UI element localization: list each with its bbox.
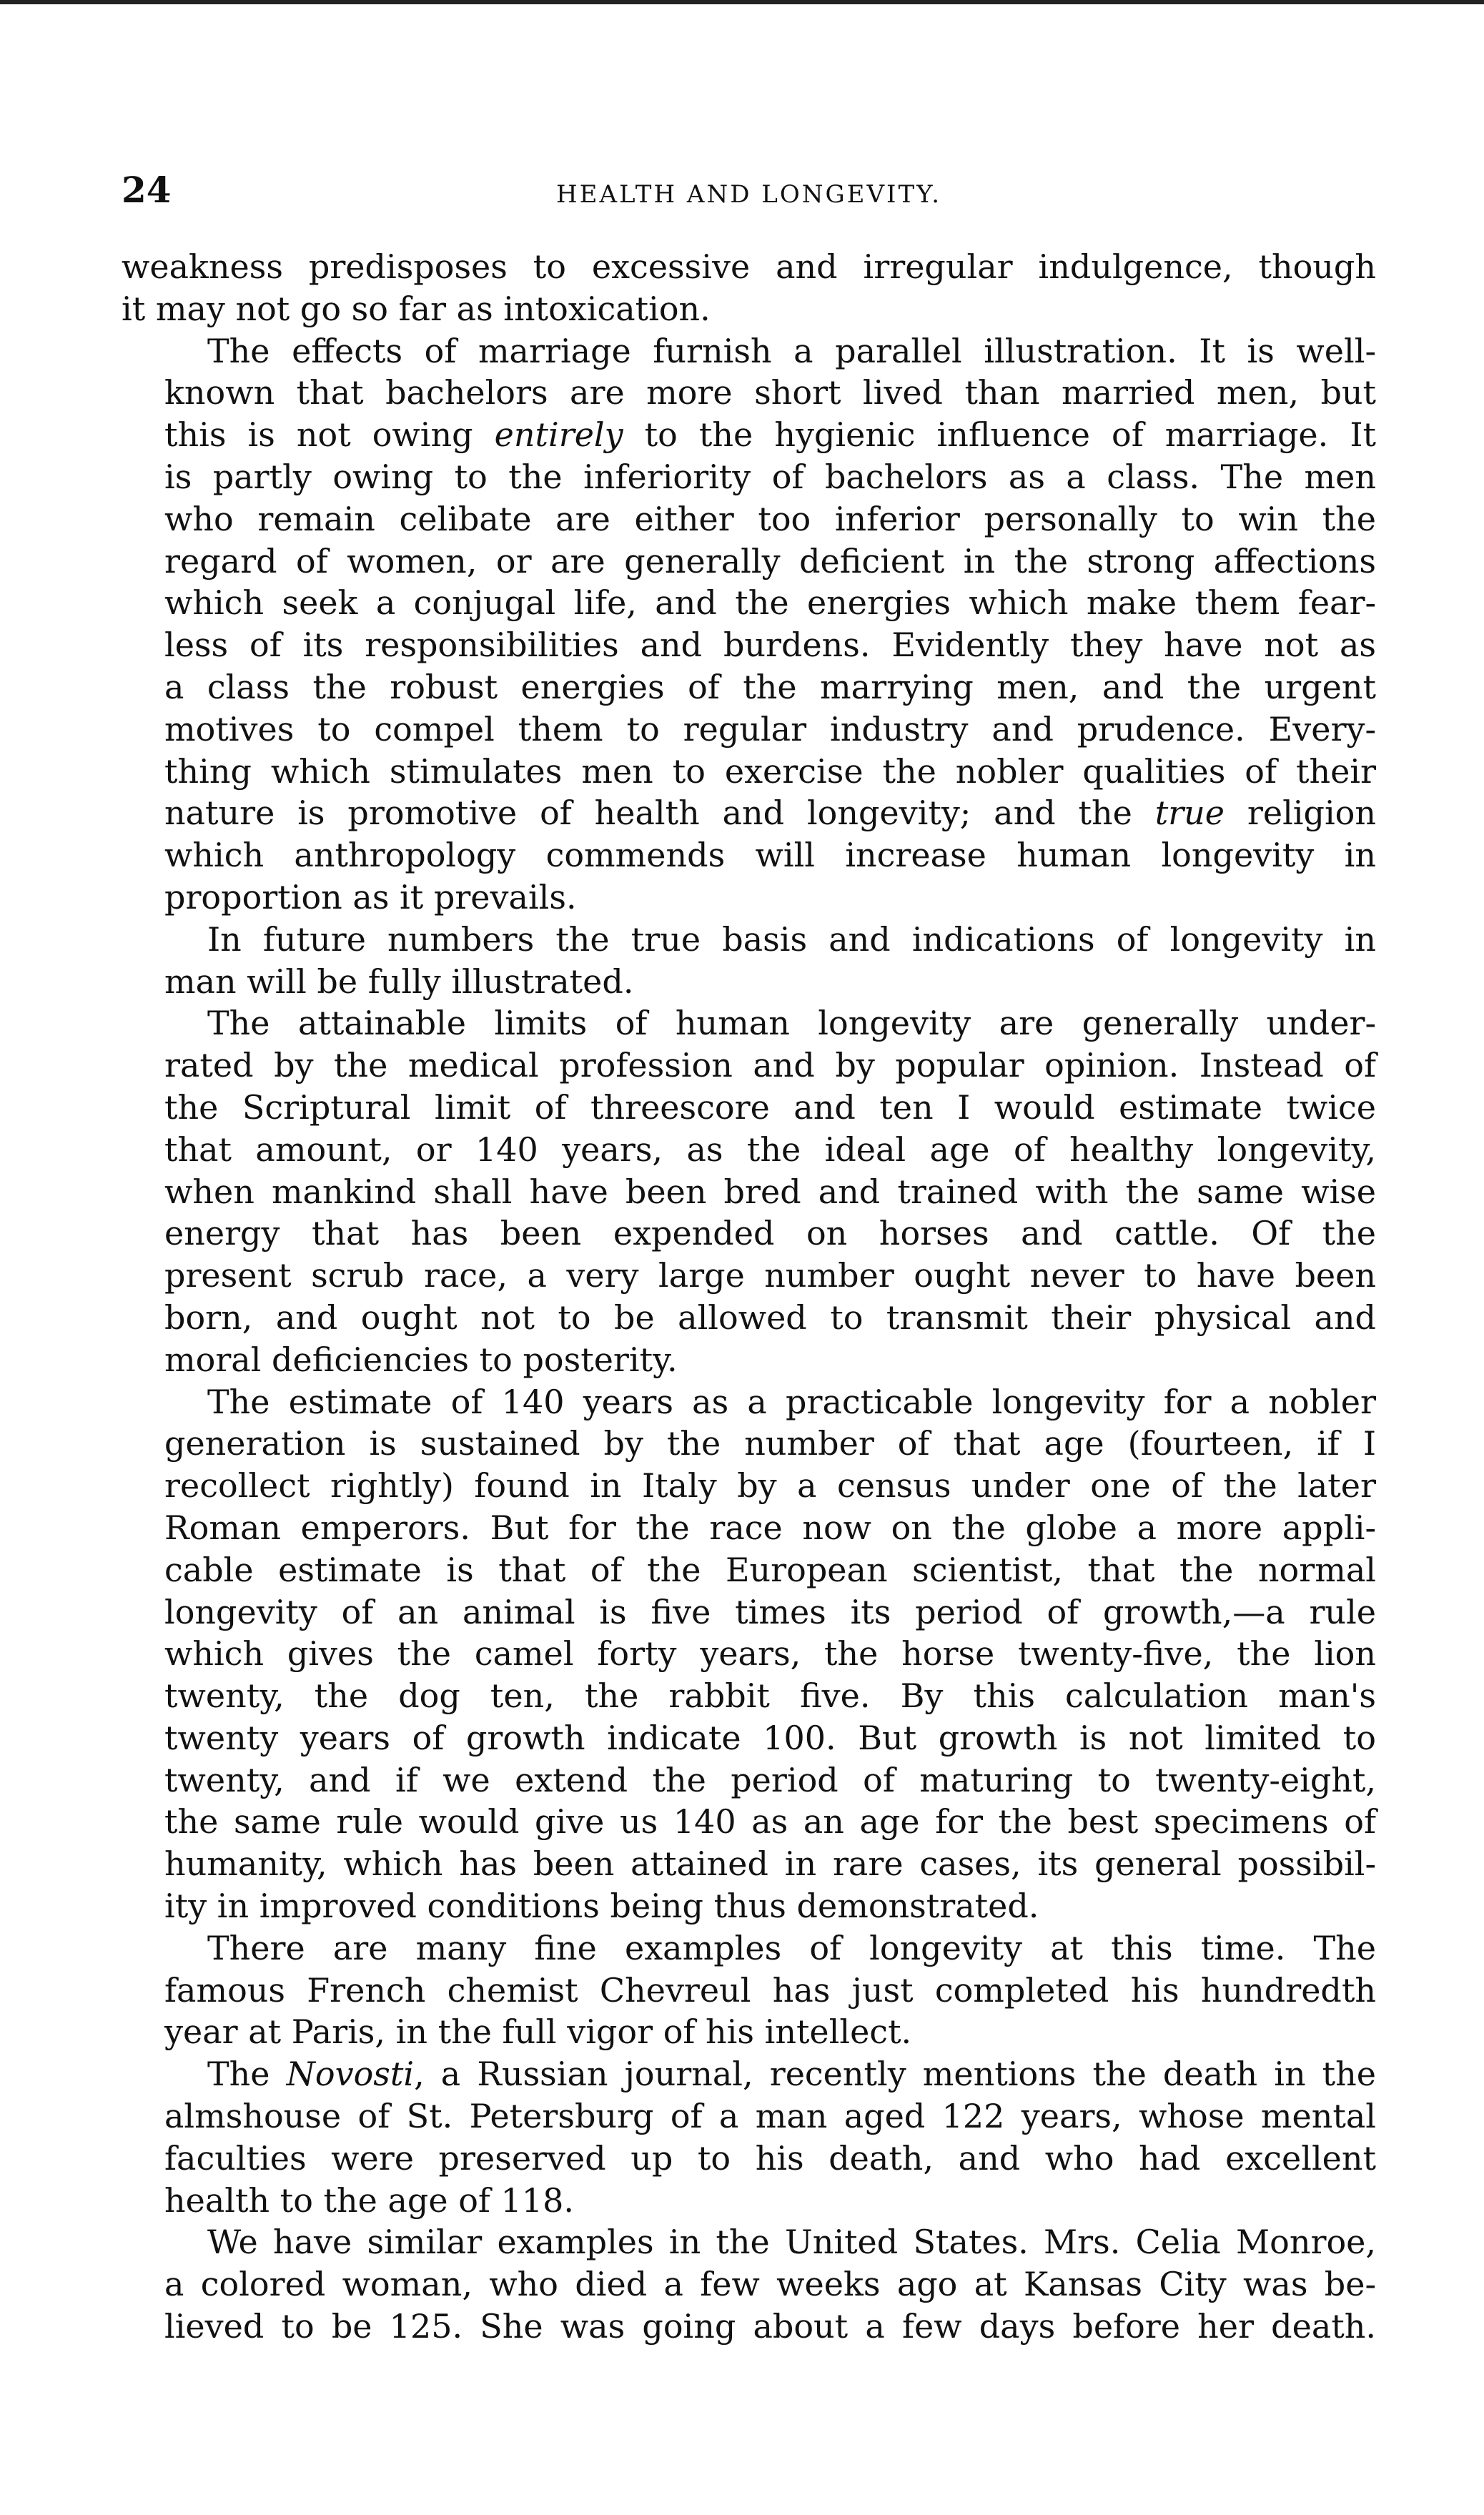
text-line: The attainable limits of human longevity are generally under- [207, 1004, 1376, 1043]
text-line: year at Paris, in the full vigor of his intellect. [164, 2012, 912, 2052]
text-line: the same rule would give us 140 as an age for the best specimens of [164, 1802, 1376, 1842]
text-line: regard of women, or are generally deficient in the strong affections [164, 541, 1376, 580]
text-line: man will be fully illustrated. [164, 962, 634, 1001]
text-line: The Novosti, a Russian journal, recently mentions the death in the [207, 2055, 1377, 2094]
text-line: cable estimate is that of the European scientist, that the normal [164, 1550, 1376, 1589]
text-line: twenty, the dog ten, the rabbit five. By this calculation man's [164, 1676, 1376, 1716]
paragraph [122, 330, 1376, 919]
text-line: famous French chemist Chevreul has just completed his hundredth [164, 1970, 1376, 2010]
page-number: 24 [122, 169, 172, 211]
text-line: known that bachelors are more short lived than married men, but [164, 373, 1376, 412]
text-line: twenty years of growth indicate 100. But growth is not limited to [164, 1718, 1376, 1757]
text-line: Roman emperors. But for the race now on the globe a more appli- [164, 1508, 1376, 1547]
text-line: it may not go so far as intoxication. [122, 289, 711, 328]
text-line: which gives the camel forty years, the horse twenty-five, the lion [164, 1634, 1376, 1674]
paragraph [122, 2221, 1376, 2347]
text-line: almshouse of St. Petersburg of a man aged 122 years, whose mental [164, 2097, 1376, 2136]
text-line: The effects of marriage furnish a parallel illustration. It is well- [207, 331, 1376, 370]
text-line: generation is sustained by the number of that age (fourteen, if I [164, 1424, 1376, 1463]
page-header [122, 169, 1376, 212]
text-line: We have similar examples in the United States. Mrs. Celia Monroe, [207, 2223, 1376, 2262]
text-line: nature is promotive of health and longevity; and the true religion [164, 794, 1376, 833]
text-line: when mankind shall have been bred and trained with the same wise [164, 1172, 1376, 1211]
paragraph [122, 919, 1376, 1003]
paragraph [122, 2053, 1376, 2221]
text-line: health to the age of 118. [164, 2180, 574, 2220]
text-line: ity in improved conditions being thus demonstrated. [164, 1887, 1039, 1926]
text-line: a colored woman, who died a few weeks ago at Kansas City was be- [164, 2265, 1376, 2304]
running-head: HEALTH AND LONGEVITY. [555, 180, 942, 209]
paragraph [122, 1002, 1376, 1380]
text-line: less of its responsibilities and burdens. Evidently they have not as [164, 626, 1376, 665]
text-line: energy that has been expended on horses and cattle. Of the [164, 1214, 1376, 1253]
text-line: thing which stimulates men to exercise the nobler qualities of their [164, 751, 1376, 791]
body-text [122, 246, 1376, 2348]
top-border-rule [0, 0, 1484, 4]
text-line: the Scriptural limit of threescore and ten I would estimate twice [164, 1087, 1376, 1127]
text-line: twenty, and if we extend the period of maturing to twenty-eight, [164, 1760, 1376, 1799]
text-line: this is not owing entirely to the hygienic influence of marriage. It [164, 415, 1376, 455]
text-line: rated by the medical profession and by popular opinion. Instead of [164, 1046, 1376, 1085]
text-line: humanity, which has been attained in rare cases, its general possibil- [164, 1844, 1376, 1884]
text-line: which seek a conjugal life, and the energies which make them fear- [164, 583, 1376, 623]
text-line: weakness predisposes to excessive and irregular indulgence, though [122, 247, 1376, 286]
text-line: which anthropology commends will increase human longevity in [164, 836, 1376, 875]
text-line: There are many fine examples of longevity at this time. The [207, 1928, 1376, 1967]
text-line: present scrub race, a very large number ought never to have been [164, 1256, 1376, 1295]
text-line: longevity of an animal is five times its period of growth,—a rule [164, 1592, 1376, 1631]
text-line: who remain celibate are either too inferior personally to win the [164, 499, 1376, 538]
text-line: lieved to be 125. She was going about a few days before her death. [164, 2307, 1376, 2346]
paragraph [122, 1927, 1376, 2053]
paragraph [122, 1381, 1376, 1927]
text-line: The estimate of 140 years as a practicable longevity for a nobler [207, 1382, 1376, 1421]
text-line: proportion as it prevails. [164, 877, 577, 916]
text-line: motives to compel them to regular industry and prudence. Every- [164, 709, 1376, 748]
text-line: faculties were preserved up to his death, and who had excellent [164, 2138, 1376, 2178]
paragraph [122, 246, 1376, 330]
text-line: a class the robust energies of the marrying men, and the urgent [164, 667, 1376, 706]
text-line: that amount, or 140 years, as the ideal age of healthy longevity, [164, 1130, 1376, 1169]
text-line: recollect rightly) found in Italy by a census under one of the later [164, 1466, 1376, 1506]
text-line: is partly owing to the inferiority of bachelors as a class. The men [164, 457, 1376, 496]
text-line: In future numbers the true basis and indications of longevity in [207, 919, 1376, 959]
text-line: moral deficiencies to posterity. [164, 1340, 678, 1379]
text-line: born, and ought not to be allowed to transmit their physical and [164, 1298, 1376, 1337]
